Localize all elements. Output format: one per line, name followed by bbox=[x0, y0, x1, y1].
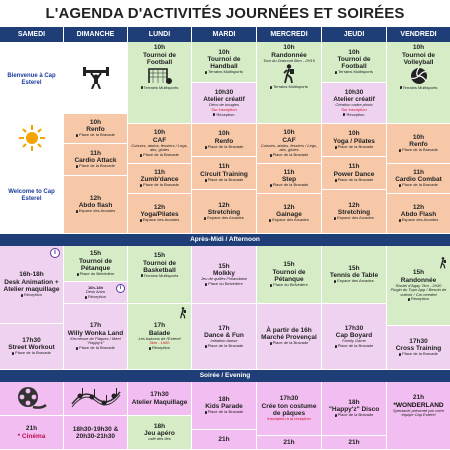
day-header-samedi: SAMEDI bbox=[0, 27, 64, 42]
morning-lundi bbox=[128, 42, 192, 234]
activity-atelier-creatif: 10h30 Atelier créatif Déco de bougies Sur inscription Réception bbox=[192, 83, 256, 124]
activity-abdo-flash-vendredi: 12h Abdo Flash Espace des Arcades bbox=[387, 194, 450, 234]
activity-randonnee-mercredi: 10h Randonnée Tour du Dramont 8km - 2H15 Terrains Multisports bbox=[257, 42, 321, 124]
activity-step: 11h Step Place de la Bravade bbox=[257, 164, 321, 194]
activity-abdo-flash: 12h Abdo flash Espace des Arcades bbox=[64, 176, 127, 234]
film-reel-icon bbox=[0, 382, 63, 416]
activity-marche-provencal: À partir de 16h Marché Provençal Place de la Bravade bbox=[257, 304, 321, 370]
evening-dimanche bbox=[64, 382, 128, 450]
activity-basketball: 15h Tournoi de Basketball Terrains Multisports bbox=[128, 246, 191, 304]
evening-vendredi bbox=[387, 382, 450, 450]
agenda-grid bbox=[0, 27, 450, 450]
activity-yoga-pilates: 12h Yoga/Pilates Espace des Arcades bbox=[128, 194, 191, 234]
day-header-mercredi: MERCREDI bbox=[257, 27, 322, 42]
welcome-text: Bienvenue à Cap Esterel bbox=[7, 72, 56, 86]
activity-tournoi-football-jeudi: 10h Tournoi de Football Terrains Multisports bbox=[322, 42, 386, 83]
day-header-lundi: LUNDI bbox=[128, 27, 192, 42]
activity-caf: 10h CAF Cuisses, abdos, fessiers / Legs, abs, glutes Place de la Bravade bbox=[128, 124, 191, 164]
activity-tournoi-handball: 10h Tournoi de Handball Terrains Multisports bbox=[192, 42, 256, 83]
evening-mercredi bbox=[257, 382, 322, 450]
activity-happyz-disco: 18h "Happy'z" Disco Place de la Bravade bbox=[322, 382, 386, 436]
afternoon-mercredi bbox=[257, 246, 322, 370]
activity-cardio-attack: 11h Cardio Attack Place de la Bravade bbox=[64, 144, 127, 176]
activity-atelier-creatif-jeudi: 10h30 Atelier créatif Création cadre photo Sur inscription Réception bbox=[322, 83, 386, 124]
football-goal-icon bbox=[147, 67, 173, 85]
activity-jeu-apero: 18h Jeu apéro café des îles bbox=[128, 416, 191, 450]
activity-stretching-mardi: 12h Stretching Espace des Arcades bbox=[192, 190, 256, 234]
afternoon-lundi bbox=[128, 246, 192, 370]
activity-stretching-jeudi: 12h Stretching Espace des Arcades bbox=[322, 190, 386, 234]
welcome-en bbox=[0, 158, 63, 234]
activity-renfo-mardi: 10h Renfo Place de la Bravade bbox=[192, 124, 256, 157]
activity-cinema: 21h * Cinéma bbox=[0, 416, 63, 450]
music-notes-icon bbox=[64, 382, 127, 416]
activity-cap-boyard: 17h30 Cap Boyard Family Game Place de la Bravade bbox=[322, 304, 386, 370]
day-header-mardi: MARDI bbox=[192, 27, 257, 42]
activity-tournoi-volleyball: 10h Tournoi de Volleyball Terrains Multisports bbox=[387, 42, 450, 124]
page-title: L'AGENDA D'ACTIVITÉS JOURNÉES ET SOIRÉES bbox=[45, 5, 405, 22]
morning-samedi bbox=[0, 42, 64, 234]
evening-mercredi-21h: 21h bbox=[257, 436, 321, 450]
band-afternoon: Après-Midi / Afternoon bbox=[0, 234, 450, 246]
activity-willy-wonka: 17h Willy Wonka Land Kermesse de Pâques / Meet "Happy'z" Place de la Bravade bbox=[64, 304, 127, 370]
evening-samedi bbox=[0, 382, 64, 450]
activity-atelier-maquillage: 17h30 Atelier Maquillage bbox=[128, 382, 191, 416]
activity-desk-anim: 16h-18h Desk Anim Réception i bbox=[64, 282, 127, 304]
morning-dimanche bbox=[64, 42, 128, 234]
activity-renfo-vendredi: 10h Renfo Place de la Bravade bbox=[387, 124, 450, 164]
afternoon-mardi bbox=[192, 246, 257, 370]
activity-cross-training: 17h30 Cross Training Place de la Bravade bbox=[387, 326, 450, 370]
activity-balade: 17h Balade Les balcons de l'Esterel 3km - 1h00 Réception bbox=[128, 304, 191, 370]
sun-icon bbox=[0, 118, 63, 158]
activity-circuit-training: 11h Circuit Training Place de la Bravade bbox=[192, 157, 256, 190]
activity-kids-parade: 18h Kids Parade Place de la Bravade bbox=[192, 382, 256, 430]
activity-petanque-dimanche: 15h Tournoi de Pétanque Place du Belvédère bbox=[64, 246, 127, 282]
evening-mardi-21h: 21h bbox=[192, 430, 256, 450]
morning-mardi bbox=[192, 42, 257, 234]
info-icon: i bbox=[50, 248, 60, 258]
evening-mardi bbox=[192, 382, 257, 450]
activity-gainage: 12h Gainage Espace des Arcades bbox=[257, 194, 321, 234]
activity-dance-fun: 17h Dance & Fun Initiation danse Place de la Bravade bbox=[192, 304, 256, 370]
fitness-icon bbox=[64, 42, 127, 114]
band-evening: Soirée / Evening bbox=[0, 370, 450, 382]
activity-caf-mercredi: 10h CAF Cuisses, abdos, fessiers / Legs, abs, glutes Place de la Bravade bbox=[257, 124, 321, 164]
activity-yoga-jeudi: 10h Yoga / Pilates Place de la Bravade bbox=[322, 124, 386, 157]
morning-mercredi bbox=[257, 42, 322, 234]
activity-tennis-table: 15h Tennis de Table Espace des Arcades bbox=[322, 246, 386, 304]
evening-jeudi-21h: 21h bbox=[322, 436, 386, 450]
day-header-vendredi: VENDREDI bbox=[387, 27, 450, 42]
hiker-icon bbox=[178, 306, 188, 324]
day-header-jeudi: JEUDI bbox=[322, 27, 387, 42]
activity-petanque-mercredi: 15h Tournoi de Pétanque Place du Belvédère bbox=[257, 246, 321, 304]
info-icon: i bbox=[116, 284, 125, 293]
morning-jeudi bbox=[322, 42, 387, 234]
afternoon-jeudi bbox=[322, 246, 387, 370]
activity-evening-dimanche: 18h30-19h30 & 20h30-21h30 bbox=[64, 416, 127, 450]
hiker-icon bbox=[281, 64, 297, 84]
welcome-text-en: Welcome to Cap Esterel bbox=[8, 188, 55, 202]
evening-jeudi bbox=[322, 382, 387, 450]
activity-cardio-combat: 11h Cardio Combat Place de la Bravade bbox=[387, 164, 450, 194]
afternoon-vendredi bbox=[387, 246, 450, 370]
activity-molkky: 15h Molkky Jeu de quilles Finlandaise Place du Belvédère bbox=[192, 246, 256, 304]
afternoon-samedi bbox=[0, 246, 64, 370]
evening-lundi bbox=[128, 382, 192, 450]
hiker-icon bbox=[438, 256, 448, 274]
activity-randonnee-vendredi: 15h Randonnée Rastel d'Agay 7km - 2h30 Plugin du Topo App / Besoin de voiture / Car needed Réception bbox=[387, 246, 450, 326]
activity-tournoi-football: 10h Tournoi de Football Terrains Multisports bbox=[128, 42, 191, 124]
volleyball-icon bbox=[410, 67, 428, 85]
activity-zumbdance: 11h Zumb'dance Place de la Bravade bbox=[128, 164, 191, 194]
activity-renfo: 10h Renfo Place de la Bravade bbox=[64, 114, 127, 144]
activity-street-workout: 17h30 Street Workout Place de la Bravade bbox=[0, 324, 63, 370]
day-header-dimanche: DIMANCHE bbox=[64, 27, 128, 42]
activity-power-dance: 11h Power Dance Place de la Bravade bbox=[322, 157, 386, 190]
activity-wonderland: 21h *WONDERLAND Spectacle présenté par votre équipe Cap Esterel bbox=[387, 382, 450, 450]
activity-costume-paques: 17h30 Crée ton costume de pâques Inscription à la réception bbox=[257, 382, 321, 436]
afternoon-dimanche bbox=[64, 246, 128, 370]
welcome-fr bbox=[0, 42, 63, 118]
activity-desk-animation: 16h-18h Desk Animation + Atelier maquillage Réception i bbox=[0, 246, 63, 324]
morning-vendredi bbox=[387, 42, 450, 234]
